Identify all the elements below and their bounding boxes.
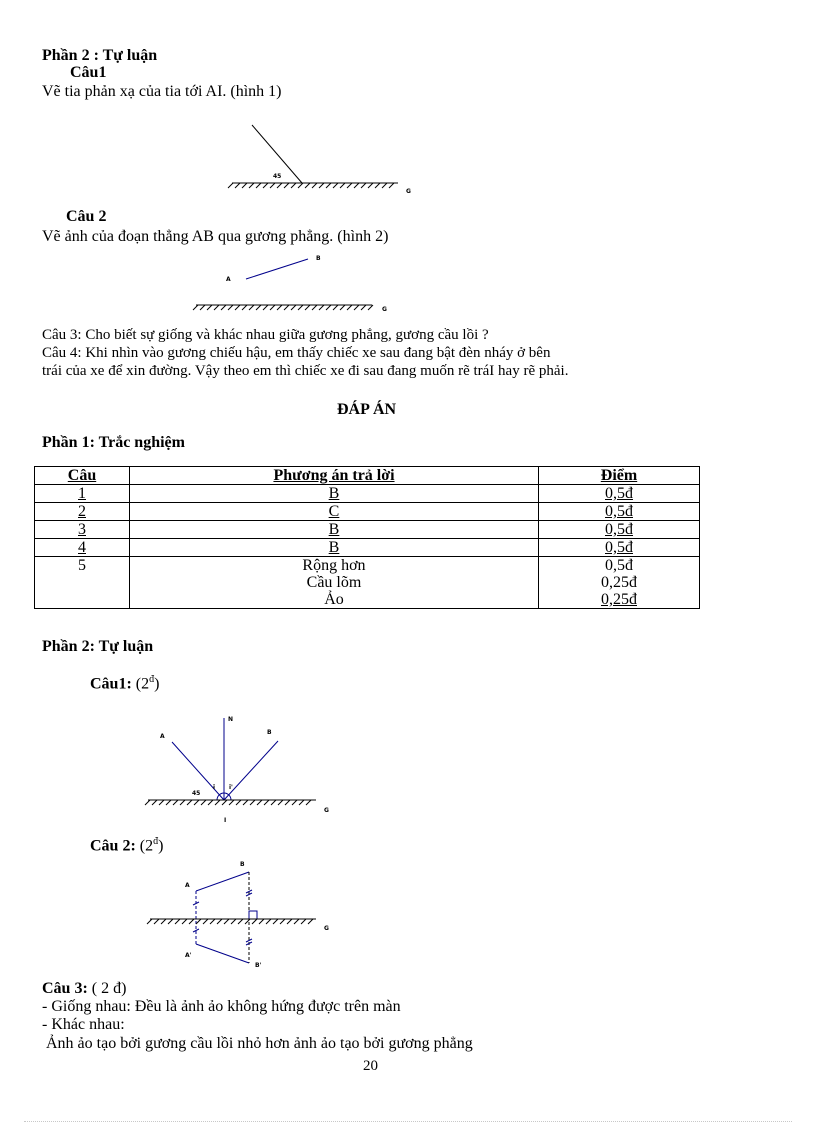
part2-heading: Phần 2 : Tự luận	[42, 47, 158, 64]
a3-title-line	[42, 980, 126, 998]
row-question-number: 5	[35, 557, 130, 609]
a2-mirror-label: G	[324, 925, 329, 932]
mirror-hatch-mark	[161, 919, 166, 924]
q2-label-a: A	[226, 276, 231, 283]
row-points: 0,5đ	[539, 485, 700, 503]
a2-title: Câu 2:	[90, 837, 136, 855]
page-bottom-divider	[24, 1121, 792, 1122]
a2-label-a: A	[185, 882, 190, 889]
a2-segment-a2b2	[196, 944, 249, 963]
q4-line2: trái của xe để xin đường. Vậy theo em thì chiếc xe đi sau đang muốn rẽ tráI hay rẽ phải.	[42, 363, 569, 379]
mirror-hatch-mark	[203, 919, 208, 924]
a2-score: (2	[139, 837, 154, 855]
table-header-points: Điểm	[539, 467, 700, 485]
mirror-hatch-mark	[308, 919, 313, 924]
a2-score-unit: đ	[153, 836, 159, 847]
part2-answer-heading: Phần 2: Tự luận	[42, 638, 154, 655]
mirror-hatch-mark	[266, 919, 271, 924]
a2-mirror-hatch	[147, 919, 313, 924]
mirror-hatch-mark	[224, 919, 229, 924]
a1-label-angle-r: i'	[229, 784, 233, 791]
a2-score-end: )	[158, 837, 164, 855]
row-points: 0,5đ	[539, 539, 700, 557]
mirror-hatch-mark	[154, 919, 159, 924]
row-question-number: 1	[35, 485, 130, 503]
a1-label-n: N	[228, 716, 234, 723]
q2-mirror-label: G	[382, 306, 387, 313]
row-answer: C	[130, 503, 539, 521]
mirror-hatch-mark	[196, 919, 201, 924]
row-answer: B	[130, 485, 539, 503]
a2-label-b: B	[240, 861, 245, 868]
mirror-hatch-mark	[280, 919, 285, 924]
q2-text: Vẽ ảnh của đoạn thẳng AB qua gương phẳng. (hình 2)	[42, 228, 389, 245]
mirror-hatch-mark	[217, 919, 222, 924]
a3-line3: Ảnh ảo tạo bởi gương cầu lồi nhỏ hơn ảnh ảo tạo bởi gương phẳng	[46, 1035, 473, 1052]
a3-line1: - Giống nhau: Đều là ảnh ảo không hứng được trên màn	[42, 998, 401, 1015]
mirror-hatch-mark	[301, 919, 306, 924]
mirror-hatch-mark	[189, 919, 194, 924]
a2-label-a-prime: A'	[185, 952, 192, 959]
a1-score-end: )	[154, 675, 160, 693]
row5-answer-1: Rộng hơn	[302, 557, 366, 574]
answer-heading: ĐÁP ÁN	[337, 401, 397, 418]
mirror-hatch-mark	[273, 919, 278, 924]
a1-title: Câu1:	[90, 675, 132, 693]
part1-heading: Phần 1: Trắc nghiệm	[42, 434, 185, 451]
mirror-hatch-mark	[147, 919, 152, 924]
a2-label-b-prime: B'	[255, 962, 262, 969]
row5-points-2: 0,25đ	[601, 574, 637, 591]
row-question-number: 3	[35, 521, 130, 539]
q1-angle-label: 45	[273, 173, 282, 180]
row5-answer-2: Cầu lõm	[306, 574, 362, 591]
row-answer: B	[130, 539, 539, 557]
row-question-number: 4	[35, 539, 130, 557]
q1-text: Vẽ tia phản xạ của tia tới AI. (hình 1)	[42, 83, 282, 100]
q1-title: Câu1	[70, 64, 107, 81]
a2-tick-marks	[193, 890, 252, 945]
a3-title: Câu 3:	[42, 980, 88, 997]
q2-title: Câu 2	[66, 208, 107, 225]
mirror-hatch-mark	[238, 919, 243, 924]
a1-score-unit: đ	[149, 674, 155, 685]
table-header-answer: Phương án trả lời	[130, 467, 539, 485]
row-answer: B	[130, 521, 539, 539]
mirror-hatch-mark	[252, 919, 257, 924]
a1-label-i-point: I	[224, 817, 227, 824]
row-question-number: 2	[35, 503, 130, 521]
page-number: 20	[363, 1058, 378, 1074]
table-header-question: Câu	[35, 467, 130, 485]
a2-segment-ab	[196, 872, 249, 891]
a2-right-angle	[249, 911, 257, 919]
mirror-hatch-mark	[294, 919, 299, 924]
row5-points-3: 0,25đ	[601, 591, 637, 608]
row-points: 0,5đ	[539, 503, 700, 521]
a3-score: ( 2 đ)	[87, 980, 127, 997]
mirror-hatch-mark	[287, 919, 292, 924]
mirror-hatch-mark	[168, 919, 173, 924]
a1-label-a: A	[160, 733, 165, 740]
mirror-hatch-mark	[175, 919, 180, 924]
mirror-hatch-mark	[259, 919, 264, 924]
mirror-hatch-mark	[231, 919, 236, 924]
mirror-hatch-mark	[182, 919, 187, 924]
a1-angle-label: 45	[192, 790, 201, 797]
row5-answer-3: Ảo	[324, 591, 344, 608]
q2-label-b: B	[316, 255, 321, 262]
row5-points-1: 0,5đ	[605, 557, 633, 574]
q3-text: Câu 3: Cho biết sự giống và khác nhau giữa gương phẳng, gương cầu lồi ?	[42, 327, 489, 343]
a3-line2: - Khác nhau:	[42, 1016, 125, 1033]
mirror-hatch-mark	[210, 919, 215, 924]
a1-label-angle-i: i	[213, 784, 216, 791]
q1-mirror-label: G	[406, 188, 411, 195]
q4-line1: Câu 4: Khi nhìn vào gương chiếu hậu, em thấy chiếc xe sau đang bật đèn nháy ở bên	[42, 345, 551, 361]
row-points: 0,5đ	[539, 521, 700, 539]
a1-mirror-label: G	[324, 807, 329, 814]
a1-label-b: B	[267, 729, 272, 736]
a1-score: (2	[135, 675, 150, 693]
